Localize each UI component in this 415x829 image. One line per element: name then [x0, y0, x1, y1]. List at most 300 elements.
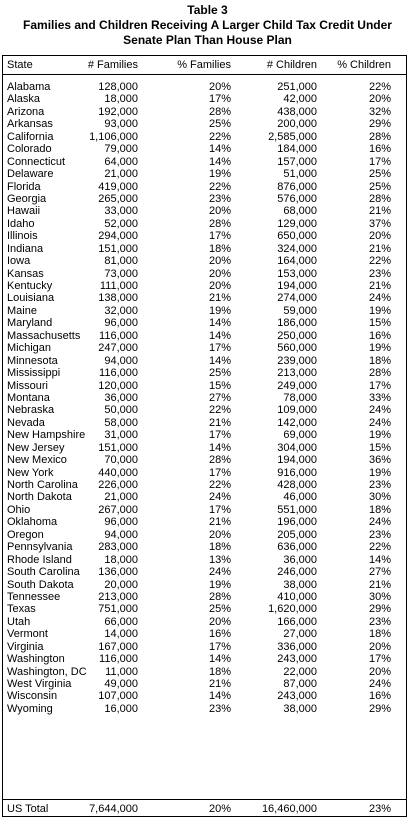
cell-state: Wyoming	[7, 702, 53, 715]
cell-pct-families: 28%	[208, 105, 231, 118]
cell-pct-families: 14%	[208, 143, 231, 156]
total-children: 16,460,000	[261, 803, 317, 815]
cell-families: 120,000	[98, 379, 138, 392]
cell-families: 33,000	[104, 205, 138, 218]
cell-children: 166,000	[277, 615, 317, 628]
cell-state: Delaware	[7, 168, 54, 181]
cell-children: 194,000	[277, 454, 317, 467]
cell-families: 32,000	[104, 304, 138, 317]
total-pct-families: 20%	[208, 803, 231, 815]
cell-state: North Dakota	[7, 491, 72, 504]
cell-pct-children: 24%	[368, 292, 391, 305]
cell-pct-children: 22%	[368, 541, 391, 554]
table-row	[3, 541, 406, 553]
table-row	[3, 554, 406, 566]
table-header-row	[3, 56, 406, 75]
cell-state: New York	[7, 466, 54, 479]
cell-pct-children: 19%	[368, 342, 391, 355]
cell-children: 876,000	[277, 180, 317, 193]
cell-families: 283,000	[98, 541, 138, 554]
cell-state: Massachusetts	[7, 329, 81, 342]
total-label: US Total	[7, 803, 49, 815]
cell-pct-children: 36%	[368, 454, 391, 467]
cell-pct-families: 28%	[208, 454, 231, 467]
cell-pct-children: 15%	[368, 317, 391, 330]
cell-pct-families: 14%	[208, 441, 231, 454]
cell-pct-families: 19%	[208, 578, 231, 591]
table-row	[3, 467, 406, 479]
cell-state: South Carolina	[7, 566, 80, 579]
cell-state: Florida	[7, 180, 41, 193]
cell-children: 576,000	[277, 192, 317, 205]
cell-pct-families: 14%	[208, 329, 231, 342]
cell-children: 129,000	[277, 217, 317, 230]
cell-families: 36,000	[104, 391, 138, 404]
table-label: Table 3	[187, 3, 228, 17]
cell-pct-children: 23%	[368, 267, 391, 280]
cell-pct-families: 23%	[208, 192, 231, 205]
cell-families: 265,000	[98, 192, 138, 205]
cell-pct-families: 18%	[208, 665, 231, 678]
table-row	[3, 504, 406, 516]
cell-families: 66,000	[104, 615, 138, 628]
cell-children: 157,000	[277, 155, 317, 168]
cell-pct-families: 13%	[208, 553, 231, 566]
cell-families: 111,000	[99, 280, 138, 292]
table-row	[3, 417, 406, 429]
cell-children: 410,000	[277, 590, 317, 603]
cell-state: Texas	[7, 603, 36, 616]
title-line-2: Senate Plan Than House Plan	[123, 33, 292, 47]
cell-pct-children: 28%	[368, 130, 391, 143]
table-row	[3, 404, 406, 416]
table-row	[3, 355, 406, 367]
cell-pct-children: 17%	[368, 155, 391, 168]
cell-pct-families: 17%	[208, 640, 231, 653]
cell-children: 304,000	[277, 441, 317, 454]
cell-state: New Jersey	[7, 441, 65, 454]
cell-families: 49,000	[104, 678, 138, 690]
cell-pct-families: 20%	[208, 205, 231, 218]
table-row	[3, 566, 406, 578]
cell-children: 246,000	[277, 566, 317, 579]
cell-families: 52,000	[104, 217, 138, 230]
table-row	[3, 616, 406, 628]
cell-state: Vermont	[7, 628, 48, 641]
cell-state: Hawaii	[7, 205, 41, 218]
cell-children: 243,000	[277, 690, 317, 703]
cell-pct-children: 16%	[368, 143, 391, 156]
cell-state: Oregon	[7, 528, 44, 541]
cell-pct-children: 21%	[368, 578, 391, 591]
cell-pct-families: 25%	[208, 603, 231, 616]
cell-pct-families: 21%	[208, 416, 231, 429]
cell-pct-families: 22%	[208, 479, 231, 491]
table-row	[3, 193, 406, 205]
cell-pct-families: 19%	[208, 304, 231, 317]
cell-state: New Mexico	[7, 454, 67, 467]
cell-pct-children: 19%	[368, 466, 391, 479]
cell-children: 200,000	[277, 118, 317, 131]
table-row	[3, 106, 406, 118]
cell-pct-families: 28%	[208, 217, 231, 230]
table-row	[3, 628, 406, 640]
cell-state: Nevada	[7, 416, 45, 429]
cell-families: 419,000	[98, 180, 138, 193]
cell-state: Connecticut	[7, 155, 66, 168]
cell-families: 96,000	[104, 516, 138, 529]
cell-state: Utah	[7, 615, 31, 628]
table-row	[3, 342, 406, 354]
cell-pct-families: 25%	[208, 118, 231, 131]
table-row	[3, 93, 406, 105]
cell-pct-families: 17%	[208, 230, 231, 243]
table-row	[3, 317, 406, 329]
cell-children: 636,000	[277, 541, 317, 554]
table-row	[3, 529, 406, 541]
cell-pct-families: 28%	[208, 590, 231, 603]
cell-children: 36,000	[283, 553, 317, 566]
cell-pct-children: 20%	[368, 665, 391, 678]
cell-families: 151,000	[98, 441, 138, 454]
cell-state: Ohio	[7, 503, 31, 516]
cell-pct-families: 25%	[208, 367, 231, 380]
cell-pct-children: 22%	[368, 255, 391, 268]
header-families: # Families	[87, 59, 138, 71]
title-line-1: Families and Children Receiving A Larger Child Tax Credit Under	[23, 18, 392, 32]
header-pct-families: % Families	[177, 59, 231, 71]
cell-pct-children: 18%	[368, 354, 391, 367]
cell-state: Oklahoma	[7, 516, 58, 529]
cell-families: 70,000	[104, 454, 138, 467]
table-row	[3, 653, 406, 665]
cell-pct-families: 20%	[208, 528, 231, 541]
total-families: 7,644,000	[89, 803, 138, 815]
cell-state: Montana	[7, 391, 50, 404]
cell-pct-families: 20%	[208, 615, 231, 628]
cell-families: 226,000	[98, 479, 138, 491]
cell-pct-children: 25%	[368, 180, 391, 193]
cell-pct-children: 27%	[368, 566, 391, 579]
cell-state: New Hampshire	[7, 429, 86, 442]
cell-state: Washington	[7, 653, 65, 666]
cell-pct-families: 14%	[208, 317, 231, 330]
table-row	[3, 81, 406, 93]
cell-children: 38,000	[283, 578, 317, 591]
cell-families: 18,000	[104, 553, 138, 566]
cell-children: 336,000	[277, 640, 317, 653]
cell-families: 14,000	[104, 628, 138, 641]
cell-pct-children: 16%	[368, 690, 391, 703]
table-row	[3, 168, 406, 180]
cell-pct-families: 21%	[208, 678, 231, 690]
cell-pct-children: 24%	[368, 678, 391, 690]
cell-families: 20,000	[104, 578, 138, 591]
cell-children: 205,000	[277, 528, 317, 541]
cell-families: 267,000	[98, 503, 138, 516]
cell-families: 81,000	[104, 255, 138, 268]
data-table	[2, 55, 407, 817]
cell-pct-children: 19%	[368, 304, 391, 317]
cell-state: Tennessee	[7, 590, 61, 603]
cell-children: 51,000	[283, 168, 317, 181]
table-row	[3, 603, 406, 615]
cell-pct-families: 19%	[208, 168, 231, 181]
cell-pct-children: 25%	[368, 168, 391, 181]
cell-children: 551,000	[277, 503, 317, 516]
cell-pct-children: 28%	[368, 367, 391, 380]
table-row	[3, 591, 406, 603]
cell-children: 2,585,000	[268, 130, 317, 143]
cell-state: Alaska	[7, 93, 41, 106]
cell-pct-children: 21%	[368, 280, 391, 292]
cell-children: 324,000	[277, 242, 317, 255]
cell-pct-families: 15%	[208, 379, 231, 392]
total-pct-children: 23%	[368, 803, 391, 815]
cell-pct-families: 24%	[208, 566, 231, 579]
cell-pct-families: 14%	[208, 155, 231, 168]
cell-pct-children: 30%	[368, 491, 391, 504]
cell-children: 78,000	[283, 391, 317, 404]
cell-pct-children: 20%	[368, 93, 391, 106]
cell-children: 239,000	[277, 354, 317, 367]
cell-children: 916,000	[277, 466, 317, 479]
table-row	[3, 255, 406, 267]
cell-pct-children: 17%	[368, 653, 391, 666]
table-row	[3, 479, 406, 491]
cell-pct-families: 21%	[208, 292, 231, 305]
cell-pct-children: 24%	[368, 416, 391, 429]
cell-children: 22,000	[283, 665, 317, 678]
cell-state: Nebraska	[7, 404, 55, 417]
cell-families: 107,000	[98, 690, 138, 703]
cell-children: 27,000	[283, 628, 317, 641]
cell-pct-families: 14%	[208, 690, 231, 703]
cell-families: 73,000	[104, 267, 138, 280]
cell-families: 138,000	[98, 292, 138, 305]
cell-pct-children: 23%	[368, 615, 391, 628]
cell-pct-children: 24%	[368, 404, 391, 417]
cell-families: 192,000	[98, 105, 138, 118]
cell-families: 16,000	[104, 702, 138, 715]
table-row	[3, 118, 406, 130]
cell-families: 31,000	[104, 429, 138, 442]
cell-pct-children: 21%	[368, 242, 391, 255]
cell-pct-families: 17%	[208, 429, 231, 442]
table-row	[3, 666, 406, 678]
cell-children: 153,000	[277, 267, 317, 280]
cell-pct-families: 21%	[208, 516, 231, 529]
cell-children: 142,000	[277, 416, 317, 429]
table-row	[3, 454, 406, 466]
cell-pct-children: 24%	[368, 516, 391, 529]
cell-children: 68,000	[283, 205, 317, 218]
cell-children: 249,000	[277, 379, 317, 392]
cell-state: Alabama	[7, 81, 51, 93]
cell-pct-children: 16%	[368, 329, 391, 342]
cell-families: 58,000	[104, 416, 138, 429]
cell-children: 194,000	[277, 280, 317, 292]
table-row	[3, 392, 406, 404]
cell-state: Georgia	[7, 192, 47, 205]
table-row	[3, 367, 406, 379]
header-children: # Children	[266, 59, 317, 71]
cell-families: 751,000	[98, 603, 138, 616]
cell-state: West Virginia	[7, 678, 72, 690]
table-row	[3, 143, 406, 155]
cell-families: 116,000	[99, 653, 138, 666]
cell-state: Wisconsin	[7, 690, 58, 703]
cell-families: 94,000	[104, 354, 138, 367]
cell-families: 213,000	[98, 590, 138, 603]
cell-state: Illinois	[7, 230, 38, 243]
cell-pct-children: 29%	[368, 118, 391, 131]
cell-state: Iowa	[7, 255, 31, 268]
cell-pct-families: 18%	[208, 242, 231, 255]
cell-families: 50,000	[104, 404, 138, 417]
cell-pct-families: 22%	[208, 404, 231, 417]
cell-families: 247,000	[98, 342, 138, 355]
table-row	[3, 205, 406, 217]
cell-children: 243,000	[277, 653, 317, 666]
cell-pct-children: 23%	[368, 528, 391, 541]
table-body	[3, 81, 406, 715]
header-pct-children: % Children	[337, 59, 391, 71]
cell-pct-children: 37%	[368, 217, 391, 230]
cell-pct-children: 21%	[368, 205, 391, 218]
cell-families: 96,000	[104, 317, 138, 330]
cell-state: Virginia	[7, 640, 44, 653]
cell-children: 438,000	[277, 105, 317, 118]
cell-pct-families: 16%	[208, 628, 231, 641]
cell-families: 1,106,000	[89, 130, 138, 143]
cell-state: California	[7, 130, 54, 143]
table-row	[3, 292, 406, 304]
cell-families: 136,000	[98, 566, 138, 579]
cell-families: 21,000	[104, 491, 138, 504]
cell-state: Indiana	[7, 242, 44, 255]
cell-children: 196,000	[277, 516, 317, 529]
cell-pct-children: 19%	[368, 429, 391, 442]
cell-state: Maryland	[7, 317, 53, 330]
table-row	[3, 131, 406, 143]
table-row	[3, 579, 406, 591]
cell-children: 213,000	[277, 367, 317, 380]
cell-families: 294,000	[98, 230, 138, 243]
table-total-row	[3, 799, 406, 818]
cell-children: 184,000	[277, 143, 317, 156]
cell-pct-children: 14%	[368, 553, 391, 566]
cell-pct-families: 27%	[208, 391, 231, 404]
cell-families: 93,000	[104, 118, 138, 131]
cell-state: Minnesota	[7, 354, 58, 367]
cell-pct-children: 18%	[368, 628, 391, 641]
cell-state: Arkansas	[7, 118, 53, 131]
cell-families: 18,000	[104, 93, 138, 106]
cell-families: 116,000	[99, 367, 138, 380]
cell-pct-children: 29%	[368, 702, 391, 715]
table-row	[3, 218, 406, 230]
cell-state: Rhode Island	[7, 553, 72, 566]
cell-pct-families: 14%	[208, 653, 231, 666]
cell-children: 42,000	[283, 93, 317, 106]
cell-pct-families: 14%	[208, 354, 231, 367]
table-row	[3, 516, 406, 528]
cell-pct-families: 17%	[208, 93, 231, 106]
cell-children: 38,000	[283, 702, 317, 715]
cell-pct-families: 23%	[208, 702, 231, 715]
table-row	[3, 156, 406, 168]
table-row	[3, 641, 406, 653]
cell-children: 46,000	[283, 491, 317, 504]
cell-state: Kansas	[7, 267, 44, 280]
cell-pct-children: 30%	[368, 590, 391, 603]
cell-children: 109,000	[277, 404, 317, 417]
cell-pct-children: 23%	[368, 479, 391, 491]
cell-pct-children: 20%	[368, 230, 391, 243]
cell-pct-children: 29%	[368, 603, 391, 616]
cell-state: North Carolina	[7, 479, 78, 491]
cell-state: Kentucky	[7, 280, 53, 292]
cell-children: 650,000	[277, 230, 317, 243]
cell-pct-families: 20%	[208, 255, 231, 268]
cell-families: 128,000	[98, 81, 138, 93]
cell-children: 186,000	[277, 317, 317, 330]
cell-families: 64,000	[104, 155, 138, 168]
table-row	[3, 230, 406, 242]
cell-state: Washington, DC	[7, 665, 87, 678]
cell-families: 151,000	[98, 242, 138, 255]
table-row	[3, 268, 406, 280]
cell-families: 21,000	[104, 168, 138, 181]
cell-state: Mississippi	[7, 367, 61, 380]
table-row	[3, 429, 406, 441]
cell-pct-families: 20%	[208, 267, 231, 280]
table-row	[3, 181, 406, 193]
table-row	[3, 703, 406, 715]
cell-pct-children: 22%	[368, 81, 391, 93]
cell-families: 11,000	[105, 665, 138, 678]
cell-state: Michigan	[7, 342, 52, 355]
table-row	[3, 380, 406, 392]
cell-pct-families: 17%	[208, 466, 231, 479]
cell-state: Pennsylvania	[7, 541, 73, 554]
table-row	[3, 280, 406, 292]
cell-state: Louisiana	[7, 292, 55, 305]
cell-pct-families: 22%	[208, 180, 231, 193]
cell-children: 87,000	[283, 678, 317, 690]
table-row	[3, 491, 406, 503]
title-block	[0, 0, 415, 48]
cell-families: 79,000	[104, 143, 138, 156]
cell-pct-families: 18%	[208, 541, 231, 554]
cell-children: 251,000	[277, 81, 317, 93]
cell-families: 94,000	[104, 528, 138, 541]
cell-pct-families: 22%	[208, 130, 231, 143]
cell-pct-children: 28%	[368, 192, 391, 205]
cell-state: South Dakota	[7, 578, 74, 591]
cell-pct-families: 17%	[208, 503, 231, 516]
cell-pct-families: 24%	[208, 491, 231, 504]
cell-children: 250,000	[277, 329, 317, 342]
header-state: State	[7, 59, 33, 71]
cell-children: 560,000	[277, 342, 317, 355]
table-row	[3, 442, 406, 454]
cell-pct-children: 15%	[368, 441, 391, 454]
cell-state: Missouri	[7, 379, 48, 392]
cell-pct-families: 17%	[208, 342, 231, 355]
cell-pct-families: 20%	[208, 280, 231, 292]
